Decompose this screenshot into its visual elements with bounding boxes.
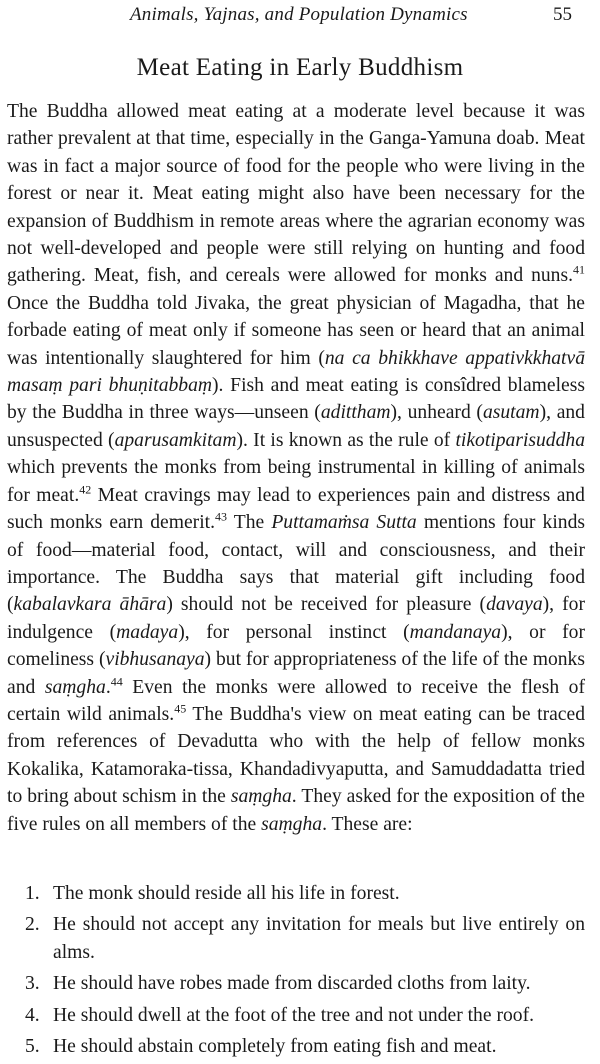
list-item-text: He should abstain completely from eating fish and meat. xyxy=(53,1036,497,1058)
text-segment: mentions four kinds of food—material food, contact, will and consciousness, and their importance. The Buddha says that material gift including food ( xyxy=(7,512,585,616)
term-sutta: Puttamaṁsa Sutta xyxy=(271,512,417,534)
text-segment: . xyxy=(105,676,111,698)
footnote-ref-44: 44 xyxy=(110,674,123,688)
text-segment: Even the monks were allowed to receive the flesh of certain wild animals. xyxy=(7,676,585,725)
text-segment: The xyxy=(226,512,272,534)
section-heading: Meat Eating in Early Buddhism xyxy=(136,54,464,81)
footnote-ref-43: 43 xyxy=(214,509,227,524)
text-segment: ) should not be received for pleasure ( xyxy=(166,594,487,616)
footnote-ref-42: 42 xyxy=(79,482,92,497)
five-rules-list xyxy=(0,880,585,1064)
text-segment: Meat cravings may lead to experiences pain and distress and such monks earn demerit. xyxy=(7,484,585,534)
list-item xyxy=(0,1002,585,1029)
term-aparusamkitam: aparusamkitam xyxy=(114,429,237,451)
text-segment: ), for personal instinct ( xyxy=(178,621,410,643)
term-samgha: saṃgha xyxy=(230,786,292,808)
list-item xyxy=(0,1033,585,1060)
text-segment: ) but for appropriateness of the life of the monks and xyxy=(7,649,585,698)
footnote-ref-45: 45 xyxy=(174,701,187,716)
list-number: 2. xyxy=(25,914,40,936)
term-madaya: madaya xyxy=(116,621,179,643)
list-number: 5. xyxy=(25,1036,40,1058)
page-number: 55 xyxy=(553,4,572,25)
text-segment: ). Fish and meat eating is consîdred blameless by the Buddha in three ways—unseen ( xyxy=(7,375,585,424)
pali-quote: na ca bhikkhave appativkkhatvā masaṃ pari bhuṇitabbaṃ xyxy=(7,347,585,397)
text-segment: ), and unsuspected ( xyxy=(7,402,585,451)
text-segment: ), or for comeliness ( xyxy=(7,621,585,671)
text-segment: ). It is known as the rule of xyxy=(236,429,456,451)
list-item xyxy=(0,970,585,997)
footnote-ref-41: 41 xyxy=(573,262,585,277)
text-segment: . These are: xyxy=(322,813,413,835)
list-item xyxy=(0,911,585,966)
term-samgha: saṃgha xyxy=(261,813,323,835)
text-segment: The Buddha allowed meat eating at a moderate level because it was rather prevalent at that time, especially in the Ganga-Yamuna doab. Meat was in fact a major source of food for the people who were living in the forest or near it. Meat eating might also have been necessary for the expansion of Buddhism in remote areas where the agrarian economy was not well-developed and people were still relying on hunting and food gathering. Meat, fish, and cereals were allowed for monks and nuns. xyxy=(7,101,585,287)
list-item-text: The monk should reside all his life in forest. xyxy=(53,883,400,904)
list-item-text: He should have robes made from discarded cloths from laity. xyxy=(53,973,531,995)
running-head xyxy=(0,4,600,30)
text-segment: . They asked for the exposition of the five rules on all members of the xyxy=(7,786,585,835)
list-number: 1. xyxy=(25,883,40,904)
text-segment: which prevents the monks from being instrumental in killing of animals for meat. xyxy=(7,457,585,506)
list-number: 3. xyxy=(25,973,40,995)
term-vibhusanaya: vibhusanaya xyxy=(105,649,205,671)
term-samgha: saṃgha xyxy=(44,676,106,698)
list-item-text: He should not accept any invitation for meals but live entirely on alms. xyxy=(53,914,585,963)
term-mandanaya: mandanaya xyxy=(409,621,502,643)
list-number: 4. xyxy=(25,1004,40,1026)
term-kabalavkara: kabalavkara āhāra xyxy=(13,594,167,616)
running-title: Animals, Yajnas, and Population Dynamics xyxy=(130,4,468,25)
text-segment: ), for indulgence ( xyxy=(7,594,585,643)
text-segment: ), unheard ( xyxy=(390,402,483,424)
list-item xyxy=(0,880,585,907)
term-asutam: asutam xyxy=(482,402,540,424)
list-item-text: He should dwell at the foot of the tree and not under the roof. xyxy=(53,1004,534,1026)
body-paragraph xyxy=(7,98,585,838)
text-segment: The Buddha's view on meat eating can be traced from references of Devadutta who with the help of fellow monks Kokalika, Katamoraka-tissa, Khandadivyaputta, and Samuddadatta tried to bring about schism in the xyxy=(7,703,585,808)
term-adittham: adittham xyxy=(320,402,391,424)
text-segment: Once the Buddha told Jivaka, the great physician of Magadha, that he forbade eating of meat only if someone has seen or heard that an animal was intentionally slaughtered for him ( xyxy=(7,292,585,369)
term-tikotiparisuddha: tikotiparisuddha xyxy=(455,429,585,451)
term-davaya: davaya xyxy=(486,594,543,616)
